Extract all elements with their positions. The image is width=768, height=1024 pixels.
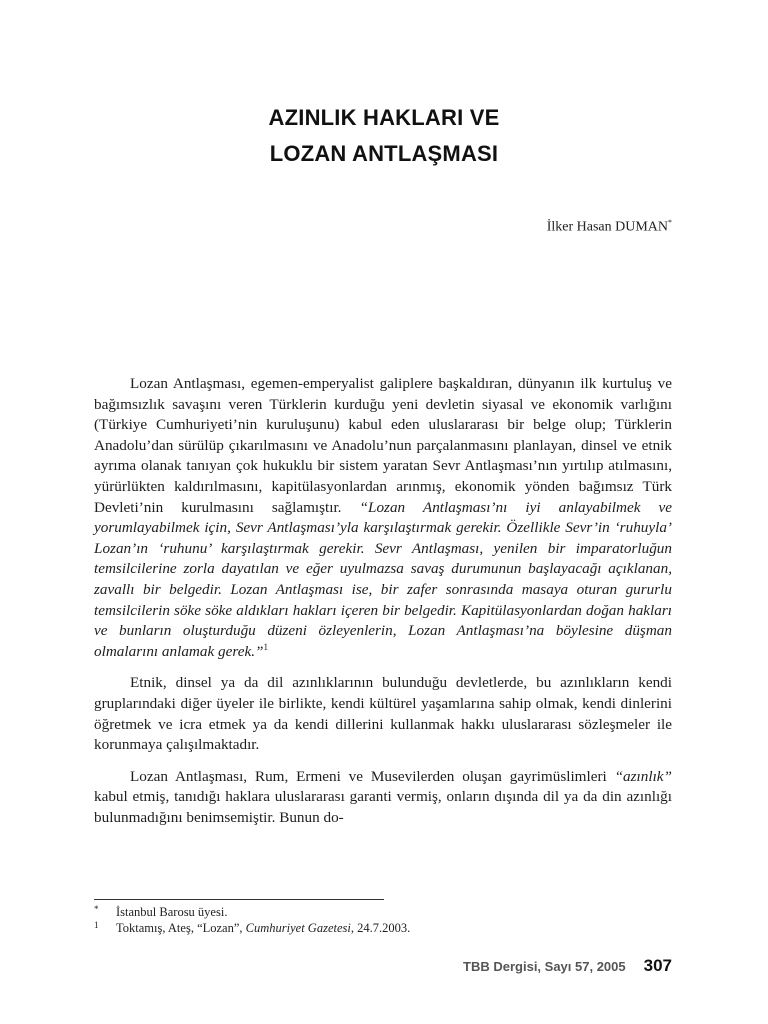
footnote-ref-1: 1 xyxy=(263,641,268,652)
footnote-1-text-a: Toktamış, Ateş, “Lozan”, xyxy=(116,921,246,935)
paragraph-2: Etnik, dinsel ya da dil azınlıklarının bulunduğu devletlerde, bu azınlıkların kendi gruplarındaki diğer üyeler ile birlikte, kendi kültürel yaşamlarına sahip olmak, kendi dinlerini öğretmek ve icra etmek ya da kendi dillerini kullanmak hakkı uluslararası sözleşmeler ile korunmaya çalışılmaktadır. xyxy=(94,674,672,754)
footnote-divider xyxy=(94,899,384,900)
paragraph-3-text-a: Lozan Antlaşması, Rum, Ermeni ve Musevilerden oluşan gayrimüslimleri xyxy=(130,767,615,785)
paragraph-3-text-b: kabul etmiş, tanıdığı haklara uluslararası garanti vermiş, onların dışında dil ya da din azınlığı bulunmadığını benimsemiştir. Bunun do- xyxy=(94,788,672,826)
author-name: İlker Hasan DUMAN xyxy=(546,219,668,235)
footnotes xyxy=(94,904,672,936)
author-footnote-mark: * xyxy=(668,218,672,227)
journal-citation: TBB Dergisi, Sayı 57, 2005 xyxy=(463,959,626,974)
title-line-2: LOZAN ANTLAŞMASI xyxy=(269,141,499,166)
footnote-1 xyxy=(94,920,672,936)
article-body xyxy=(94,374,672,839)
footnote-mark: * xyxy=(94,904,99,914)
paragraph-1 xyxy=(94,374,672,662)
paragraph-1-quote: “Lozan Antlaşması’nı iyi anlayabilmek ve yorumlayabilmek için, Sevr Antlaşması’yla karşılaştırmak gerekir. Özellikle Sevr’in ‘ruhuyla’ Lozan’ın ‘ruhunu’ karşılaştırmak gerekir. Sevr Antlaşması, yenilen bir imparatorluğun temsilcilerine zorla dayatılan ve eğer uyulmazsa savaş durumunun başlayacağı açıklanan, zavallı bir belgedir. Lozan Antlaşması ise, bir zafer sonrasında masaya oturan gururlu temsilcilerin söke söke aldıkları hakları içeren bir belgedir. Kapitülasyonlardan doğan hakları ve bunların oluşturduğu düzeni özleyenlerin, Lozan Antlaşması’na böylesine düşman olmalarını anlamak gerek.” xyxy=(94,498,672,660)
footnote-author xyxy=(94,904,672,920)
footnote-text: İstanbul Barosu üyesi. xyxy=(116,905,228,919)
page-number: 307 xyxy=(643,956,672,975)
footnote-text xyxy=(116,921,410,935)
title-line-1: AZINLIK HAKLARI VE xyxy=(268,105,500,130)
author-byline xyxy=(547,218,672,236)
paragraph-3 xyxy=(94,767,672,829)
running-footer xyxy=(463,956,672,976)
paragraph-1-text: Lozan Antlaşması, egemen-emperyalist galiplere başkaldıran, dünyanın ilk kurtuluş ve bağımsızlık savaşını veren Türklerin kurduğu yeni devletin siyasal ve ekonomik varlığını (Türkiye Cumhuriyeti’nin kuruluşunu) kabul eden uluslararası bir belge olup; Türklerin Anadolu’dan sürülüp çıkarılmasını ve Anadolu’nun parçalanmasını planlayan, dinsel ve etnik ayrıma olanak tanıyan çok hukuklu bir sistem yaratan Sevr Antlaşması’nın yırtılıp atılmasını, yürürlükten kaldırılmasını, kapitülasyonlardan arınmış, ekonomik yönden bağımsız Türk Devleti’nin kurulmasını sağlamıştır. xyxy=(94,375,672,516)
footnote-1-text-b: , 24.7.2003. xyxy=(350,921,411,935)
article-title xyxy=(0,100,768,172)
footnote-1-source: Cumhuriyet Gazetesi xyxy=(245,921,351,935)
footnote-mark: 1 xyxy=(94,920,99,930)
paragraph-3-quote: “azınlık” xyxy=(614,767,672,785)
